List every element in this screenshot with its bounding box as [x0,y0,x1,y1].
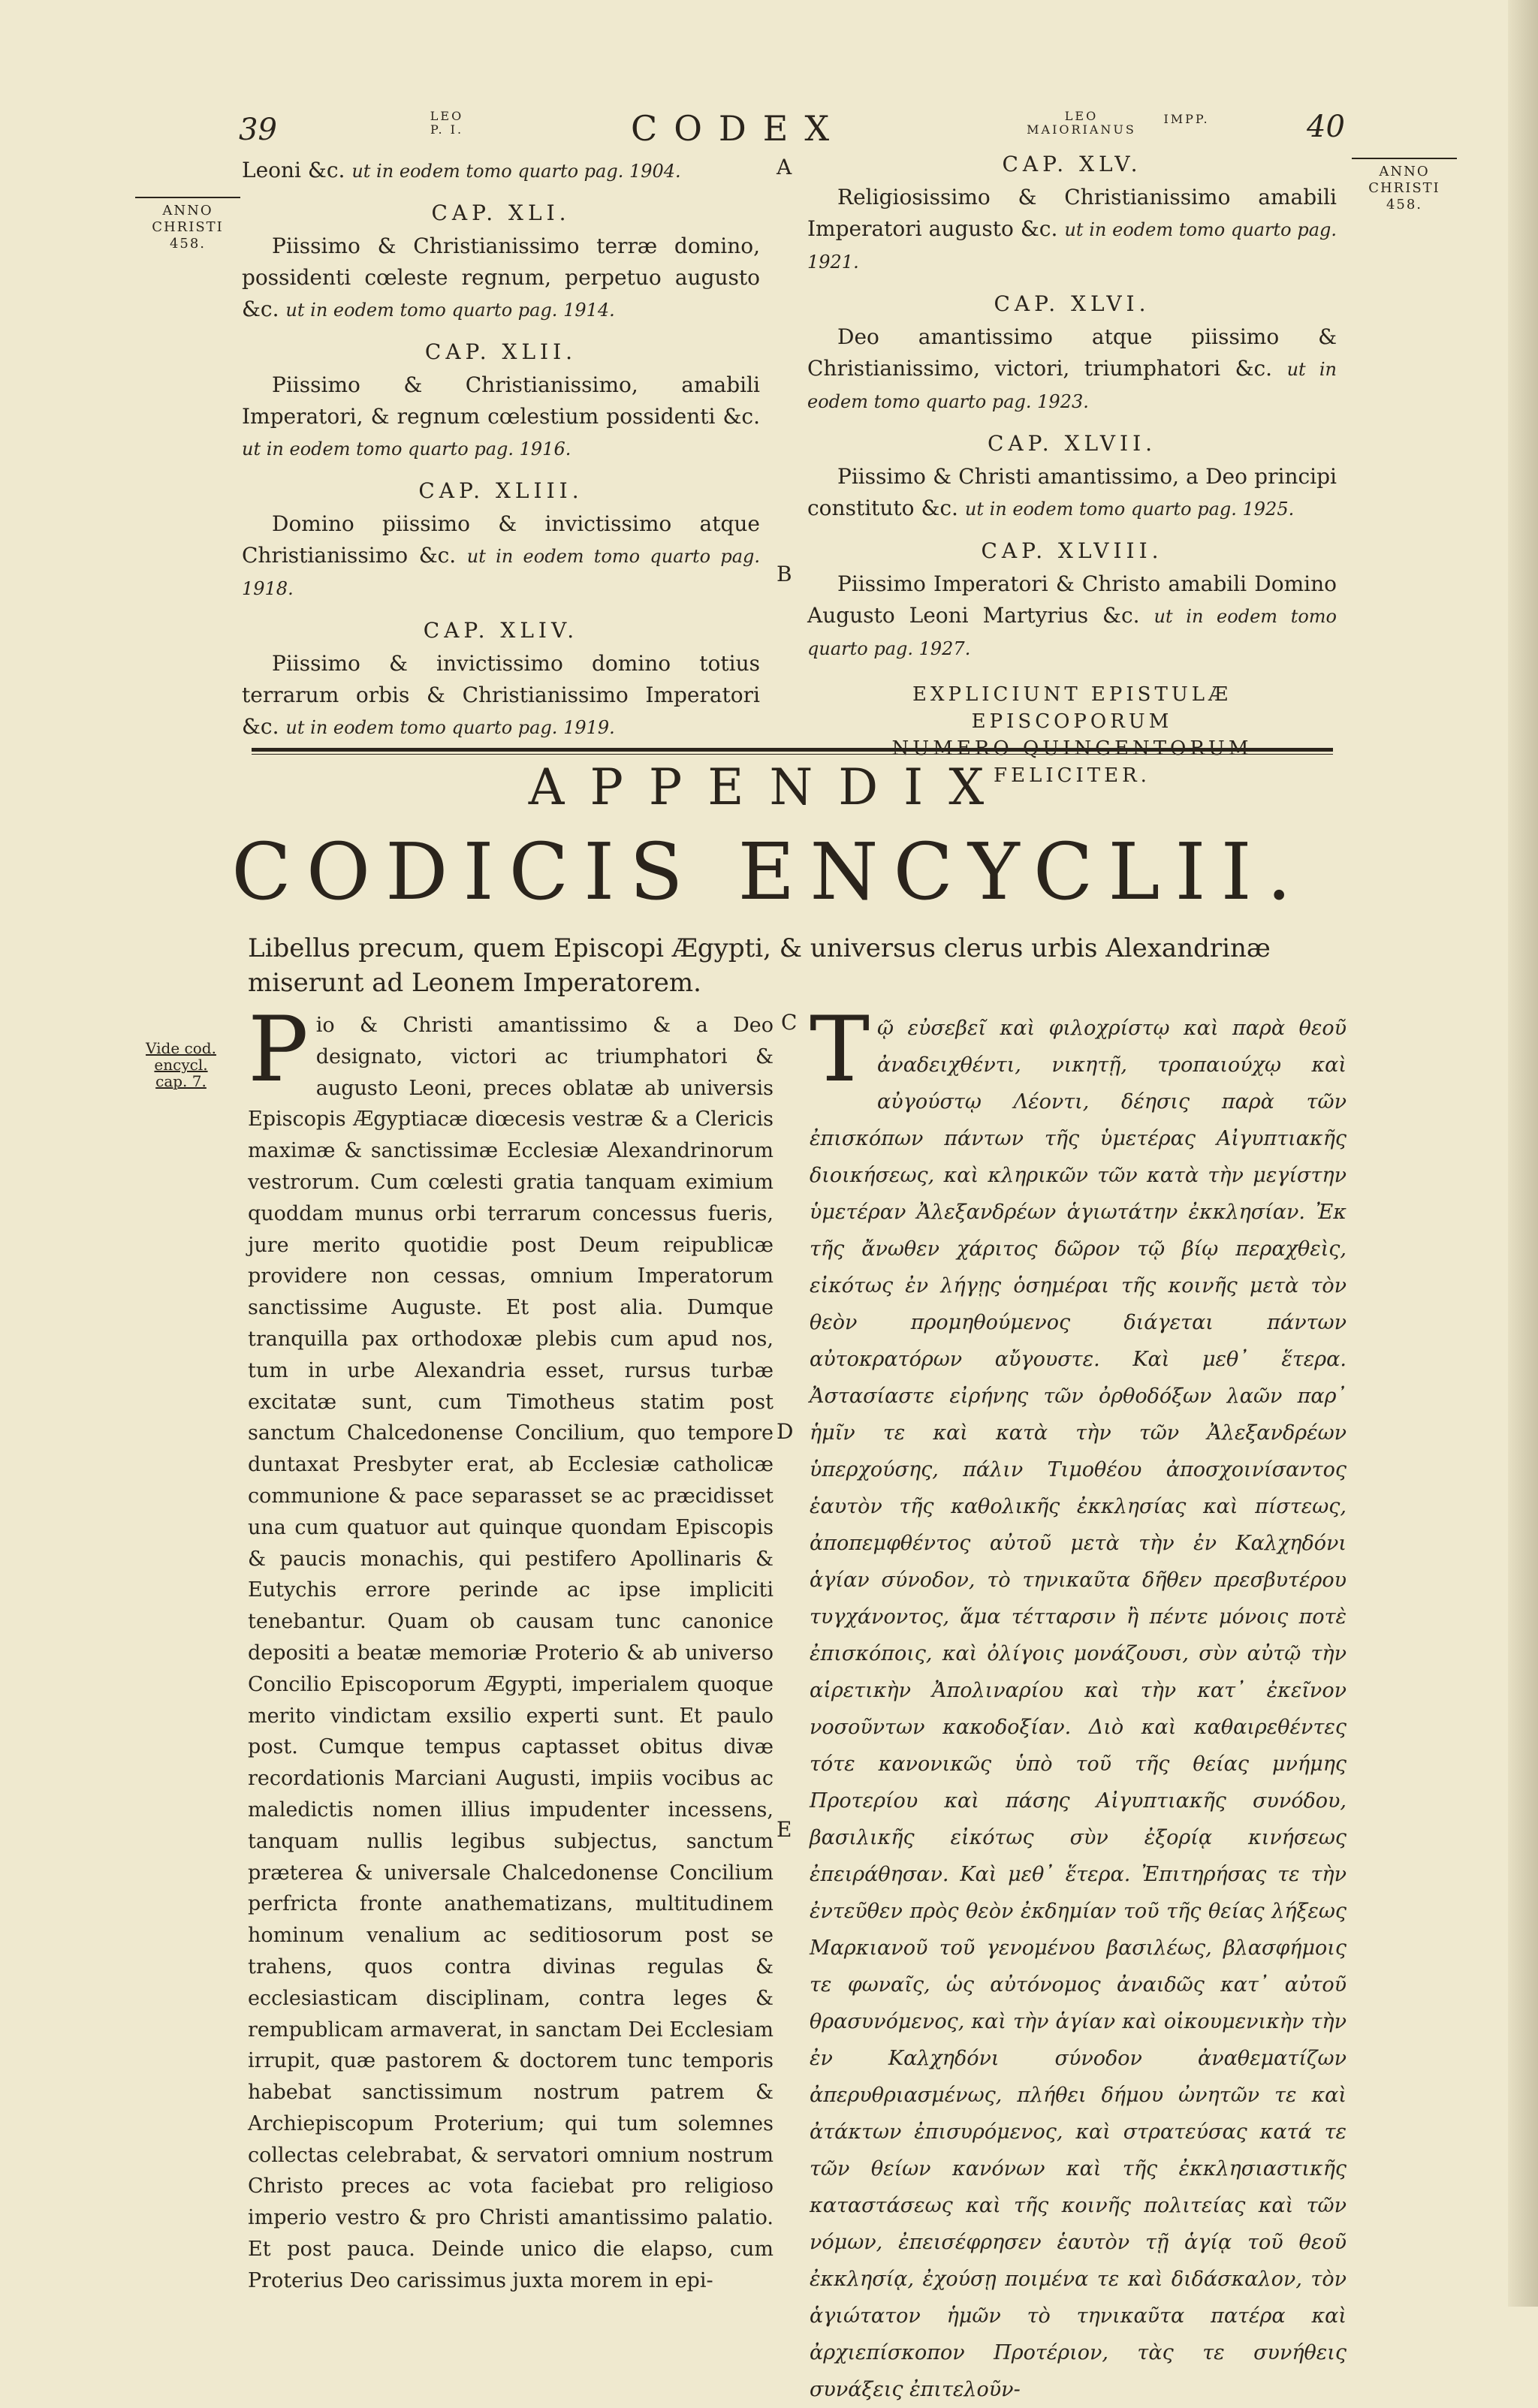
chapter-text: Piissimo Imperatori & Christo amabili Domino Augusto Leoni Martyrius &c. ut in eodem tomo quarto pag. 1927. [807,571,1337,659]
marker-c: C [781,1010,798,1035]
chapter-text: Religiosissimo & Christianissimo amabili Imperatori augusto &c. ut in eodem tomo quarto pag. 1921. [807,185,1337,273]
marker-b: B [777,562,792,586]
running-title: CODEX [631,108,846,149]
section-rule-thin [252,754,1333,755]
vide-codex-note: Vide cod. encycl. cap. 7. [146,1039,216,1090]
opening-line: Leoni &c. ut in eodem tomo quarto pag. 1904. [242,158,681,182]
greek-body-column [810,998,1347,2408]
left-running-small: LEO P. I. [430,109,464,137]
greek-body-text: ῷ εὐσεβεῖ καὶ φιλοχρίστῳ καὶ παρὰ θεοῦ ἀναδειχθέντι, νικητῇ, τροπαιούχῳ καὶ αὐγούστῳ Λέοντι, δέησις παρὰ τῶν ἐπισκόπων πάντων τῆς ὑμετέρας Αἰγυπτιακῆς διοικήσεως, καὶ κληρικῶν τῶν κατὰ τὴν μεγίστην ὑμετέραν Ἀλεξανδρέων ἁγιωτάτην ἐκκλησίαν. Ἐκ τῆς ἄνωθεν χάριτος δῶρον τῷ βίῳ περαχθεὶς, εἰκότως ἐν λήγῃς ὁσημέραι τῆς κοινῆς μετὰ τὸν θεὸν προμηθούμενος διάγεται πάντων αὐτοκρατόρων αὔγουστε. Καὶ μεθ᾽ ἕτερα. Ἀστασίαστε εἰρήνης τῶν ὀρθοδόξων λαῶν παρ᾽ ἡμῖν τε καὶ κατὰ τὴν τῶν Ἀλεξανδρέων ὑπερχούσης, πάλιν Τιμοθέου ἀποσχοινίσαντος ἑαυτὸν τῆς καθολικῆς ἐκκλησίας καὶ πίστεως, ἀποπεμφθέντος αὐτοῦ μετὰ τὴν ἐν Καλχηδόνι ἁγίαν σύνοδον, τὸ τηνικαῦτα δῆθεν πρεσβυτέρου τυγχάνοντος, ἅμα τέτταρσιν ἢ πέντε μόνοις ποτὲ ἐπισκόποις, καὶ ὀλίγοις μονάζουσι, σὺν αὐτῷ τὴν αἱρετικὴν Ἀπολιναρίου καὶ τὴν κατ᾽ ἐκεῖνον νοσοῦντων κακοδοξίαν. Διὸ καὶ καθαιρεθέντες τότε κανονικῶς ὑπὸ τοῦ τῆς θείας μνήμης Προτερίου καὶ πάσης Αἰγυπτιακῆς συνόδου, βασιλικῆς εἰκότως σὺν ἐξορίᾳ κινήσεως ἐπειράθησαν. Καὶ μεθ᾽ ἕτερα. Ἐπιτηρήσας τε τὴν ἐντεῦθεν πρὸς θεὸν ἐκδημίαν τοῦ τῆς θείας λήξεως Μαρκιανοῦ τοῦ γενομένου βασιλέως, βλασφήμοις τε φωναῖς, ὡς αὐτόνομος ἀναιδῶς κατ᾽ αὐτοῦ θρασυνόμενος, καὶ τὴν ἁγίαν καὶ οἰκουμενικὴν τὴν ἐν Καλχηδόνι σύνοδον ἀναθεματίζων ἀπερυθριασμένως, πλήθει δήμου ὠνητῶν τε καὶ ἀτάκτων ἐπισυρόμενος, καὶ στρατεύσας κατά τε τῶν θείων κανόνων καὶ τῆς ἐκκλησιαστικῆς καταστάσεως καὶ τῆς κοινῆς πολιτείας καὶ τῶν νόμων, ἐπεισέφρησεν ἑαυτὸν τῇ ἁγίᾳ τοῦ θεοῦ ἐκκλησίᾳ, ἐχούσῃ ποιμένα τε καὶ διδάσκαλον, τὸν ἁγιώτατον ἡμῶν τὸ τηνικαῦτα πατέρα καὶ ἀρχιεπίσκοπον Προτέριον, τὰς τε συνήθεις συνάξεις ἐπιτελοῦν- [810,1017,1347,2401]
left-margin-anno-christi: ANNO CHRISTI 458. [135,197,240,252]
chapter-text: Deo amantissimo atque piissimo & Christianissimo, victori, triumphatori &c. ut in eodem tomo quarto pag. 1923. [807,324,1337,412]
latin-body-text: io & Christi amantissimo & a Deo designato, victori ac triumphatori & augusto Leoni, preces oblatæ ab universis Episcopis Ægyptiacæ diœcesis vestræ & a Clericis maximæ & sanctissimæ Ecclesiæ Alexandrinorum vestrorum. Cum cœlesti gratia tanquam eximium quoddam munus orbi terrarum concessus fueris, jure merito quotidie post Deum reipublicæ providere non cessas, omnium Imperatorum sanctissime Auguste. Et post alia. Dumque tranquilla pax orthodoxæ plebis cum apud nos, tum in urbe Alexandria esset, rursus turbæ excitatæ sunt, cum Timotheus statim post sanctum Chalcedonense Concilium, quo tempore duntaxat Presbyter erat, ab Ecclesiæ catholicæ communione & pace separasset se ac præcidisset una cum quatuor aut quinque quondam Episcopis & paucis monachis, qui pestifero Apollinaris & Eutychis errore perinde ac ipse impliciti tenebantur. Quam ob causam tunc canonice depositi a beatæ memoriæ Proterio & ab universo Concilio Episcoporum Ægypti, imperialem quoque merito vindictam exsilio experti sunt. Et paulo post. Cumque tempus captasset obitus divæ recordationis Marciani Augusti, impiis vocibus ac maledictis nomen illius impudenter incessens, tanquam nullis legibus subjectus, sanctum præterea & universale Chalcedonense Concilium perfricta fronte anathematizans, multitudinem hominum venalium ac seditiosorum post se trahens, quos contra divinas regulas & ecclesiasticam disciplinam, contra leges & rempublicam armaverat, in sanctam Dei Ecclesiam irrupit, quæ pastorem & doctorem tunc temporis habebat sanctissimum nostrum patrem & Archiepiscopum Proterium; qui tum solemnes collectas celebrabat, & servatori omnium nostrum Christo preces ac vota faciebat pro religioso imperio vestro & pro Christi amantissimo palatio. Et post pauca. Deinde unico die elapso, cum Proterius Deo carissimus juxta morem in epi- [248,1014,774,2292]
explicit-block: EXPLICIUNT EPISTULÆ EPISCOPORUM FELICITER. [912,683,1232,787]
upper-right-column [807,149,1337,789]
appendix-title: APPENDIX [528,758,1010,816]
chapter-text: Piissimo & invictissimo domino totius terrarum orbis & Christianissimo Imperatori &c. ut in eodem tomo quarto pag. 1919. [242,651,760,739]
marker-e: E [777,1817,792,1842]
latin-body-column [248,998,774,2297]
chapter-heading: CAP. XLVII. [987,431,1157,456]
libellus-subtitle: Libellus precum, quem Episcopi Ægypti, & universus clerus urbis Alexandrinæ miserunt ad Leonem Imperatorem. [248,933,1271,998]
marker-a: A [777,155,792,179]
right-page-number: 40 [1307,110,1345,144]
chapter-heading: CAP. XLI. [431,200,571,225]
chapter-heading: CAP. XLVIII. [981,538,1163,563]
right-running-small: LEO MAIORIANUS [1027,109,1136,137]
right-margin-anno-christi: ANNO CHRISTI 458. [1352,158,1457,213]
left-page-number: 39 [239,113,277,147]
chapter-text: Domino piissimo & invictissimo atque Christianissimo &c. ut in eodem tomo quarto pag. 1918. [242,511,761,599]
chapter-heading: CAP. XLIII. [418,478,584,503]
right-running-imperators: IMPP. [1163,112,1210,126]
codicis-encyclii-title: CODICIS ENCYCLII. [231,826,1307,918]
page-edge [1508,0,1538,2307]
greek-dropcap: T [810,998,870,1102]
upper-left-column [242,155,760,751]
chapter-text: Piissimo & Christianissimo terræ domino, possidenti cœleste regnum, perpetuo augusto &c. ut in eodem tomo quarto pag. 1914. [242,234,760,321]
chapter-heading: CAP. XLVI. [994,291,1150,316]
chapter-text: Piissimo & Christi amantissimo, a Deo principi constituto &c. ut in eodem tomo quarto pag. 1925. [807,464,1337,520]
chapter-heading: CAP. XLIV. [423,618,579,643]
marker-d: D [777,1419,794,1444]
chapter-text: Piissimo & Christianissimo, amabili Imperatori, & regnum cœlestium possidenti &c. ut in eodem tomo quarto pag. 1916. [242,372,760,460]
chapter-heading: CAP. XLV. [1002,152,1142,176]
chapter-heading: CAP. XLII. [424,339,578,364]
section-rule-thick [252,748,1333,752]
latin-dropcap: P [248,998,309,1102]
